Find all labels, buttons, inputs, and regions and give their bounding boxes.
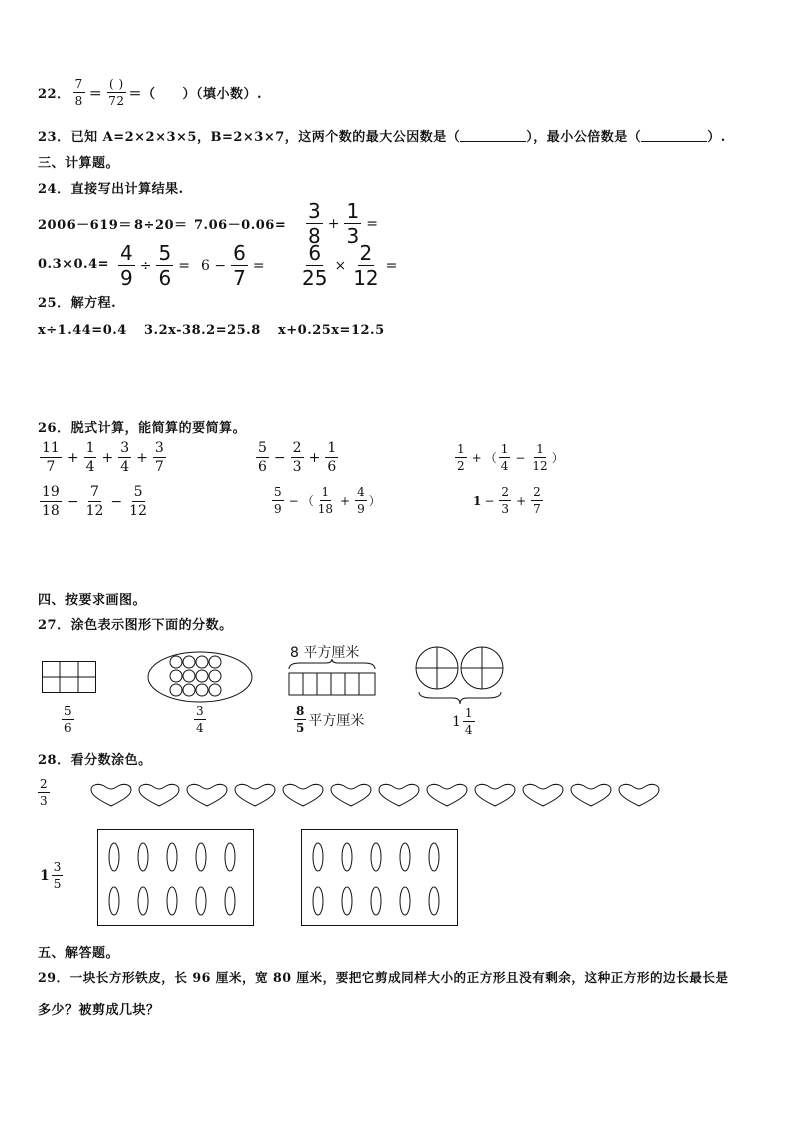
q23-blank-lcm[interactable] (641, 129, 707, 142)
q26-problem-2: $\frac{5}{6}$ − $\frac{2}{3}$ + $\frac{1}{6}$ (258, 440, 337, 475)
heart-shape[interactable] (523, 784, 563, 806)
q27-grid-rectangle[interactable] (42, 661, 96, 693)
q24-e6-frac-a: $\frac{4}{9}$ (120, 241, 133, 290)
q24-e8-op: × (334, 257, 347, 274)
q26-p1-frac-1: $\frac{11}{7}$ (42, 440, 60, 475)
q24-e6-eq: = (178, 257, 190, 274)
q27-fig4-fraction: $\frac{1}{4}$ (464, 706, 473, 737)
q26-title: 26．脱式计算，能简算的要简算。 (38, 421, 247, 436)
q26-p6-frac-1: $\frac{2}{3}$ (501, 485, 510, 516)
q26-p6-frac-2: $\frac{2}{7}$ (533, 485, 541, 516)
q22-equals: ＝ (88, 87, 103, 102)
heart-shape[interactable] (475, 784, 515, 806)
q23-line (38, 126, 726, 145)
q26-p5-lparen: （ (301, 494, 314, 508)
section-4-heading: 四、按要求画图。 (38, 593, 147, 608)
heart-shape[interactable] (187, 784, 227, 806)
q24-expr-7 (198, 243, 268, 288)
q24-e8-frac-b: $\frac{2}{12}$ (353, 241, 379, 290)
q27-fig4-value (452, 707, 477, 736)
q29-line-2: 多少？被剪成几块？ (38, 1003, 160, 1018)
q27-title: 27．涂色表示图形下面的分数。 (38, 618, 233, 633)
q28-title: 28．看分数涂色。 (38, 753, 152, 768)
q24-expr-8 (298, 243, 400, 288)
q22-tail: ＝（ ）（填小数）. (128, 87, 263, 102)
q26-p5-frac-2: $\frac{1}{18}$ (317, 485, 333, 516)
section-5-heading: 五、解答题。 (38, 946, 120, 961)
q26-p3-frac-3: $\frac{1}{12}$ (532, 442, 548, 473)
q24-e4-op: + (327, 215, 340, 232)
q26-p4-frac-3: $\frac{5}{12}$ (129, 484, 147, 519)
heart-shape[interactable] (283, 784, 323, 806)
q28-row2-whole: 1 (40, 867, 50, 884)
q27-fig3-value (292, 705, 364, 734)
q26-problem-1: $\frac{11}{7}$ + $\frac{1}{4}$ + $\frac{3}{4}$ + $\frac{3}{7}$ (42, 440, 164, 475)
q27-strip-rectangle[interactable] (288, 659, 376, 699)
heart-shape[interactable] (427, 784, 467, 806)
q26-p2-frac-1: $\frac{5}{6}$ (258, 440, 267, 475)
q26-p3-rparen: ） (551, 451, 564, 465)
q24-e7-frac: $\frac{6}{7}$ (233, 241, 246, 290)
q24-e4-frac-b: $\frac{1}{3}$ (346, 199, 360, 248)
q26-p2-frac-2: $\frac{2}{3}$ (292, 440, 302, 475)
q26-p3-lparen: （ (484, 451, 497, 465)
heart-shape[interactable] (91, 784, 131, 806)
q24-e6-op: ÷ (139, 257, 152, 274)
q24-expr-4 (304, 201, 381, 246)
q27-fig2-fraction: $\frac{3}{4}$ (196, 704, 204, 735)
q24-e7-pre: 6 − (201, 257, 227, 274)
q28-row2-fraction: $\frac{3}{5}$ (53, 860, 62, 891)
q27-fig3-fraction: $\frac{8}{5}$ (296, 704, 305, 735)
heart-shape[interactable] (571, 784, 611, 806)
q26-p1-frac-3: $\frac{3}{4}$ (120, 440, 130, 475)
q24-e4-eq: = (366, 215, 378, 232)
q26-p4-frac-1: $\frac{19}{18}$ (42, 484, 60, 519)
q26-p1-frac-4: $\frac{3}{7}$ (154, 440, 164, 475)
q24-e4-frac-a: $\frac{3}{8}$ (308, 199, 321, 248)
q24-expr-6 (116, 243, 193, 288)
q25-equation-2: 3.2x-38.2=25.8 (144, 323, 261, 338)
q24-e7-eq: = (252, 257, 265, 274)
heart-shape[interactable] (331, 784, 371, 806)
q27-fig1-fraction: $\frac{5}{6}$ (64, 704, 72, 735)
q26-p3-frac-1: $\frac{1}{2}$ (457, 442, 465, 473)
q26-p3-frac-2: $\frac{1}{4}$ (500, 442, 509, 473)
q28-ovals-box-1[interactable] (97, 829, 255, 927)
q23-text-a: 23．已知 A=2×2×3×5，B=2×3×7，这两个数的最大公因数是（ (38, 130, 461, 145)
q24-e8-frac-a: $\frac{6}{25}$ (302, 241, 328, 290)
q26-p2-frac-3: $\frac{1}{6}$ (327, 440, 337, 475)
q28-row1-fraction: $\frac{2}{3}$ (40, 777, 48, 808)
heart-shape[interactable] (235, 784, 275, 806)
q29-line-1: 29．一块长方形铁皮，长 96 厘米，宽 80 厘米，要把它剪成同样大小的正方形且没有剩余，这种正方形的边长最长是 (38, 970, 729, 985)
q25-equation-1: x÷1.44=0.4 (38, 323, 127, 338)
q24-e8-eq: = (385, 257, 398, 274)
q25-title: 25．解方程. (38, 296, 117, 311)
q24-expr-2: 8÷20＝ (134, 218, 188, 233)
q24-expr-5: 0.3×0.4= (38, 257, 110, 272)
q24-title: 24．直接写出计算结果. (38, 182, 184, 197)
q24-expr-3: 7.06－0.06= (194, 218, 287, 233)
heart-shape[interactable] (139, 784, 179, 806)
q26-problem-5: $\frac{5}{9}$ − （ $\frac{1}{18}$ + $\frac{4}{9}$ ） (274, 485, 381, 516)
q25-equation-3: x+0.25x=12.5 (278, 323, 385, 338)
heart-shape[interactable] (619, 784, 659, 806)
q26-problem-4: $\frac{19}{18}$ − $\frac{7}{12}$ − $\frac{5}{12}$ (42, 484, 147, 519)
q27-two-circles[interactable] (415, 646, 507, 706)
q22-number: 22． (38, 87, 71, 102)
q27-fig4-whole: 1 (452, 713, 461, 730)
q22-fraction-1: $\frac{7}{8}$ (74, 77, 83, 108)
q26-problem-6: 1 − $\frac{2}{3}$ + $\frac{2}{7}$ (473, 485, 541, 516)
q26-p5-frac-1: $\frac{5}{9}$ (274, 485, 282, 516)
q22-fraction-2: $\frac{( )}{72}$ (108, 77, 125, 108)
q23-blank-gcd[interactable] (460, 129, 526, 142)
q26-p5-rparen: ） (368, 494, 381, 508)
q28-hearts-row[interactable] (88, 782, 664, 810)
section-3-heading: 三、计算题。 (38, 156, 120, 171)
q26-p5-frac-3: $\frac{4}{9}$ (357, 485, 365, 516)
q26-p4-frac-2: $\frac{7}{12}$ (85, 484, 104, 519)
q22-line (38, 78, 262, 107)
q24-e6-frac-b: $\frac{5}{6}$ (158, 241, 172, 290)
q26-p1-frac-2: $\frac{1}{4}$ (85, 440, 95, 475)
q26-problem-3: $\frac{1}{2}$ + （ $\frac{1}{4}$ − $\frac{1}{12}$ ） (457, 442, 564, 473)
q27-ellipse-with-circles[interactable] (147, 651, 253, 703)
q26-p6-one: 1 (473, 493, 482, 508)
q24-expr-1: 2006－619＝ (38, 218, 132, 233)
q23-text-b: ），最小公倍数是（ (526, 130, 642, 145)
q28-ovals-box-2[interactable] (301, 829, 459, 927)
heart-shape[interactable] (379, 784, 419, 806)
q28-row2-value (40, 861, 65, 890)
q27-fig3-unit: 平方厘米 (308, 712, 365, 729)
q27-area-label: 8 平方厘米 (290, 645, 360, 661)
q23-text-c: ）. (707, 130, 726, 145)
